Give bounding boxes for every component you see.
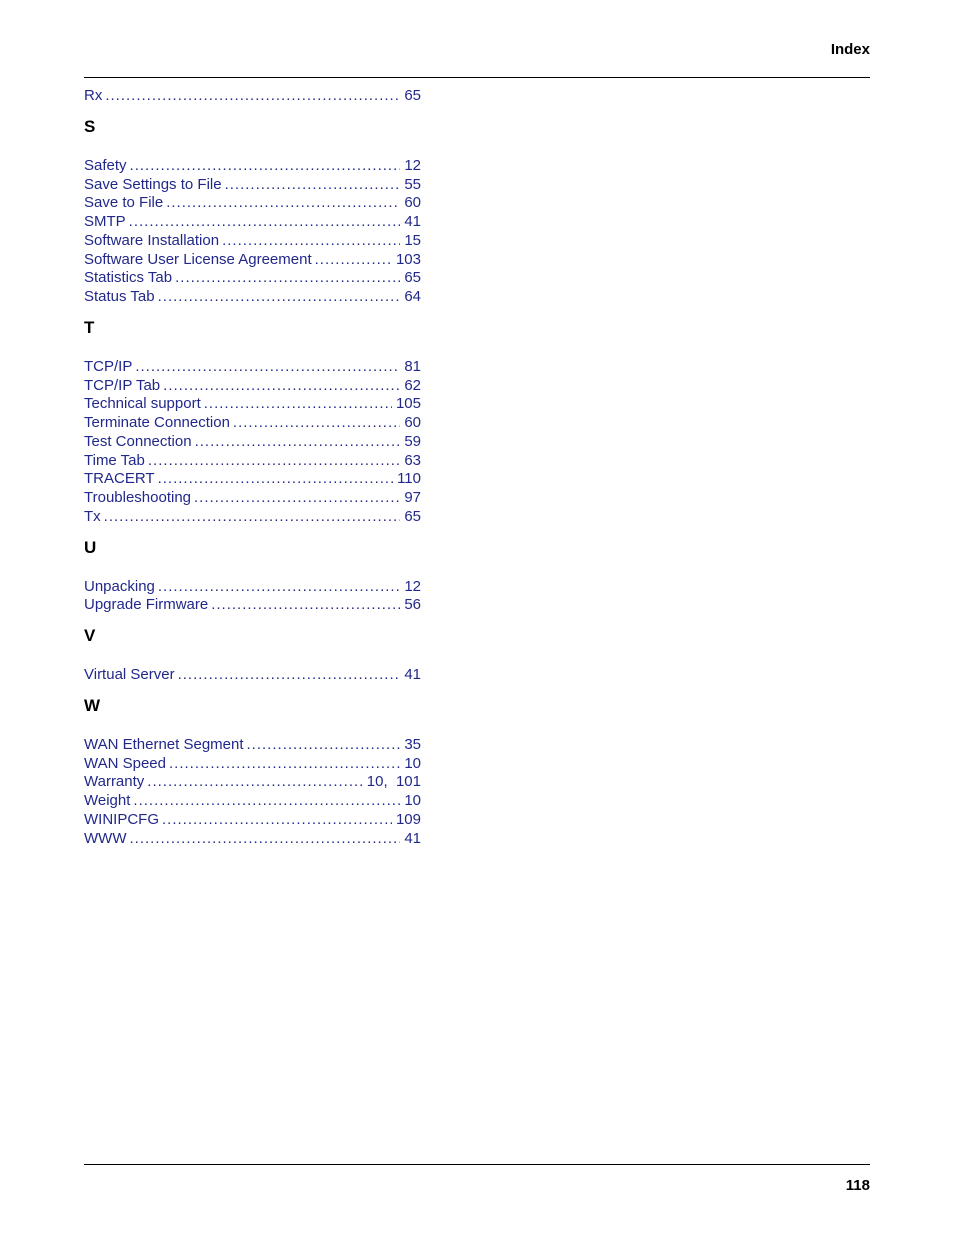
- index-term: TCP/IP: [84, 357, 133, 375]
- section-letter: V: [84, 626, 96, 645]
- dot-leader: [130, 157, 401, 176]
- index-term: Virtual Server: [84, 666, 175, 683]
- index-entry[interactable]: [84, 232, 421, 251]
- index-pages: 65: [404, 269, 421, 287]
- index-entry[interactable]: [84, 578, 421, 597]
- index-entry[interactable]: [84, 666, 421, 685]
- dot-leader: [158, 288, 401, 307]
- index-term: WINIPCFG: [84, 810, 159, 828]
- dot-leader: [158, 470, 394, 489]
- index-term: SMTP: [84, 213, 126, 230]
- index-entry[interactable]: [84, 792, 421, 811]
- index-pages: 63: [404, 451, 421, 469]
- index-entry[interactable]: [84, 358, 421, 377]
- dot-leader: [178, 666, 401, 685]
- dot-leader: [166, 194, 400, 213]
- footer-rule: [84, 1164, 870, 1165]
- index-pages: 10: [404, 792, 421, 809]
- dot-leader: [147, 773, 362, 792]
- index-pages: 10, 101: [366, 773, 421, 791]
- index-pages: 35: [404, 735, 421, 753]
- index-pages: 65: [404, 507, 421, 525]
- index-pages: 81: [404, 357, 421, 375]
- index-pages: 59: [404, 432, 421, 450]
- index-pages: 55: [404, 175, 421, 193]
- section-letter: U: [84, 537, 97, 557]
- dot-leader: [169, 755, 400, 774]
- dot-leader: [162, 811, 392, 830]
- index-pages: 65: [404, 87, 421, 104]
- page-header-title: Index: [830, 41, 870, 58]
- index-pages: 12: [404, 156, 421, 174]
- index-entry[interactable]: [84, 736, 421, 755]
- index-section-v: [84, 625, 421, 685]
- dot-leader: [135, 358, 400, 377]
- index-entry[interactable]: [84, 87, 421, 106]
- index-term: TRACERT: [84, 470, 155, 488]
- index-term: Rx: [84, 87, 103, 104]
- dot-leader: [211, 596, 400, 615]
- section-letter: S: [84, 116, 96, 136]
- index-section-t: [84, 317, 421, 527]
- dot-leader: [195, 433, 401, 452]
- dot-leader: [194, 489, 400, 508]
- index-pages: 56: [404, 596, 421, 614]
- index-pages: 110: [397, 470, 421, 488]
- page-number: 118: [845, 1177, 870, 1194]
- index-term: Warranty: [84, 773, 145, 791]
- dot-leader: [233, 414, 400, 433]
- index-entry[interactable]: [84, 773, 421, 792]
- dot-leader: [104, 508, 401, 527]
- index-term: Tx: [84, 507, 101, 525]
- section-letter: T: [84, 317, 95, 337]
- index-term: WAN Speed: [84, 754, 166, 772]
- index-term: Unpacking: [84, 577, 155, 595]
- dot-leader: [158, 578, 400, 597]
- index-term: Upgrade Firmware: [84, 596, 209, 614]
- index-lead-entries: [84, 87, 421, 106]
- index-pages: 64: [404, 288, 421, 305]
- dot-leader: [129, 213, 401, 232]
- index-pages: 60: [404, 414, 421, 431]
- dot-leader: [222, 232, 400, 251]
- index-pages: 41: [404, 829, 421, 847]
- index-entry[interactable]: [84, 811, 421, 830]
- index-pages: 105: [395, 395, 421, 413]
- index-pages: 41: [404, 666, 421, 683]
- index-entry[interactable]: [84, 508, 421, 527]
- index-section-w: [84, 695, 421, 849]
- index-entry[interactable]: [84, 489, 421, 508]
- index-entry[interactable]: [84, 414, 421, 433]
- dot-leader: [175, 269, 400, 288]
- index-pages: 103: [395, 250, 421, 268]
- header-rule: [84, 77, 870, 78]
- index-term: Technical support: [84, 395, 201, 413]
- index-term: Software Installation: [84, 231, 220, 249]
- index-term: WAN Ethernet Segment: [84, 735, 244, 753]
- dot-leader: [247, 736, 401, 755]
- index-entry[interactable]: [84, 269, 421, 288]
- index-term: Terminate Connection: [84, 414, 230, 431]
- index-pages: 97: [404, 489, 421, 506]
- index-term: Save to File: [84, 194, 164, 212]
- section-letter: W: [84, 695, 101, 715]
- index-pages: 62: [404, 376, 421, 394]
- index-term: Safety: [84, 156, 127, 174]
- index-entry[interactable]: [84, 213, 421, 232]
- index-section-s: [84, 116, 421, 307]
- index-section-u: [84, 537, 421, 616]
- index-entry[interactable]: [84, 194, 421, 213]
- index-entry[interactable]: [84, 176, 421, 195]
- index-term: Save Settings to File: [84, 175, 222, 193]
- index-term: Software User License Agreement: [84, 250, 312, 268]
- index-pages: 12: [404, 577, 421, 595]
- dot-leader: [133, 792, 400, 811]
- index-entry[interactable]: [84, 395, 421, 414]
- index-entry[interactable]: [84, 596, 421, 615]
- index-term: Weight: [84, 792, 131, 809]
- index-pages: 10: [404, 754, 421, 772]
- index-entry[interactable]: [84, 433, 421, 452]
- index-column: [84, 87, 421, 848]
- dot-leader: [105, 87, 400, 106]
- index-entry[interactable]: [84, 288, 421, 307]
- index-term: Time Tab: [84, 451, 145, 469]
- index-pages: 15: [404, 231, 421, 249]
- index-entry[interactable]: [84, 470, 421, 489]
- index-term: WWW: [84, 829, 127, 847]
- index-term: Test Connection: [84, 432, 192, 450]
- index-pages: 41: [404, 213, 421, 230]
- index-term: Status Tab: [84, 288, 155, 305]
- index-term: Statistics Tab: [84, 269, 173, 287]
- index-entry[interactable]: [84, 755, 421, 774]
- dot-leader: [129, 830, 400, 849]
- index-entry[interactable]: [84, 452, 421, 471]
- index-entry[interactable]: [84, 251, 421, 270]
- index-entry[interactable]: [84, 830, 421, 849]
- dot-leader: [204, 395, 392, 414]
- dot-leader: [225, 176, 401, 195]
- index-term: Troubleshooting: [84, 489, 192, 506]
- index-entry[interactable]: [84, 377, 421, 396]
- dot-leader: [315, 251, 392, 270]
- dot-leader: [148, 452, 400, 471]
- index-pages: 109: [395, 810, 421, 828]
- index-term: TCP/IP Tab: [84, 376, 161, 394]
- dot-leader: [163, 377, 400, 396]
- index-entry[interactable]: [84, 157, 421, 176]
- index-pages: 60: [404, 194, 421, 212]
